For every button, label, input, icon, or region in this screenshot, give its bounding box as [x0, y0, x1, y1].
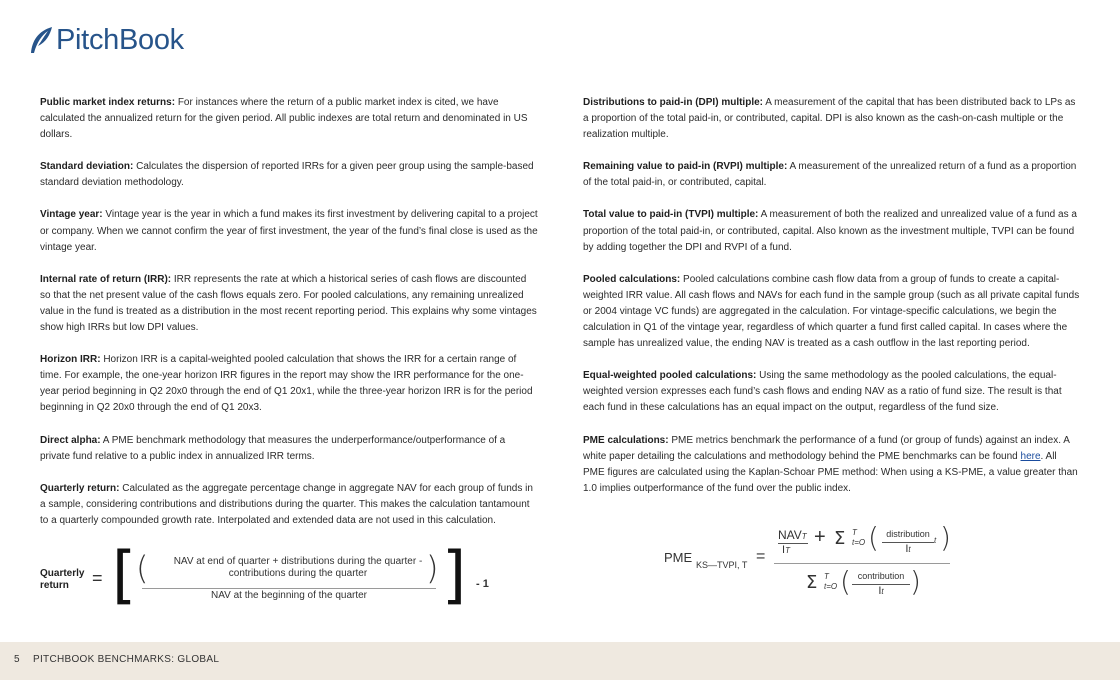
definition-irr: Internal rate of return (IRR): IRR represents the rate at which a historical series of cash flows are discounted so that the net present value of the cash flows equals zero. For pooled calculations, any remaining unrealized value in the fund is treated as a distribution in the most recent reporting period. This explains why some vintages show high IRRs but low DPI values.: [40, 273, 537, 334]
pme-subscript: KS—TVPI, T: [696, 560, 748, 570]
pme-formula: [664, 521, 964, 606]
right-paren: ): [426, 549, 439, 587]
logo-wordmark: PitchBook: [56, 23, 184, 56]
definition-horizon-irr: Horizon IRR: Horizon IRR is a capital-weighted pooled calculation that shows the IRR for a certain range of time. For example, the one-year horizon IRR figures in the report may show the IRR performance for the one-year period beginning in Q2 20x0 through the end of Q1 20x1, while the three-year horizon IRR is for the period beginning in Q2 20x0 through the end of Q1 20x3.: [40, 354, 533, 414]
sum-upper-den: T: [824, 572, 829, 581]
sum-upper: T: [852, 528, 857, 537]
paren-open-den: (: [840, 565, 851, 598]
formula-denominator: NAV at the beginning of the quarter: [210, 590, 368, 601]
pme-numerator: [776, 521, 956, 560]
distribution-term: distribution: [886, 529, 930, 539]
fraction-bar: [142, 588, 436, 589]
definition-rvpi: Remaining value to paid-in (RVPI) multiple: A measurement of the unrealized return of a fund as a proportion of the total paid-in, or contributed, capital.: [583, 161, 1077, 189]
definition-tvpi: Total value to paid-in (TVPI) multiple: A measurement of both the realized and unrealized value of a fund as a proportion of the total paid-in, or contributed, capital. Also known as the investment multiple, TVPI can be found by adding together the DPI and RVPI of a fund.: [583, 209, 1077, 253]
definition-public-market-index-returns: Public market index returns: For instances where the return of a public market index is cited, we have calculated the annualized return for the given period. All public indexes are total return and denominated in US dollars.: [40, 97, 528, 141]
contribution-denominator: It: [878, 585, 884, 597]
paren-close: ): [940, 521, 951, 554]
left-paren: (: [136, 549, 149, 587]
definition-pooled-calculations: Pooled calculations: Pooled calculations combine cash flow data from a group of funds to create a capital-weighted IRR value. All cash flows and NAVs for each fund in the sample group (such as all private capital funds or 2004 vintage VC funds) are aggregated in the calculation. For vintage-specific calculations, we begin the calculation in Q1 of the vintage year, regardless of which quarter a fund first called capital. In cases where the sample has unrealized value, the ending NAV is treated as a cash outflow in the last reporting period.: [583, 273, 1080, 350]
definition-equal-weighted-pooled: Equal-weighted pooled calculations: Using the same methodology as the pooled calculations, the equal-weighted version expresses each fund’s cash flows and ending NAV as a ratio of fund size. The result is that each fund in these calculations has an equal impact on the output, regardless of the fund size.: [583, 370, 1062, 414]
definition-pme-calculations: PME calculations: PME metrics benchmark the performance of a fund (or group of funds) against an index. A white paper detailing the calculations and methodology behind the PME benchmarks can be found here. All PME figures are calculated using the Kaplan-Schoar PME method: When using a KS-PME, a value greater than 1.0 implies outperformance of the fund over the public index.: [583, 434, 1078, 494]
left-column: [40, 95, 538, 545]
minus-one: - 1: [476, 578, 489, 590]
definition-standard-deviation: Standard deviation: Calculates the dispersion of reported IRRs for a given peer group using the sample-based standard deviation methodology.: [40, 161, 534, 189]
pitchbook-logo: [28, 20, 184, 60]
quarterly-return-formula: [40, 538, 500, 611]
pme-denominator: [806, 566, 926, 604]
white-paper-link[interactable]: here: [1020, 450, 1041, 462]
i-term: IT: [782, 544, 790, 556]
feather-logo-icon: [28, 25, 54, 55]
sum-lower-den: t=O: [824, 582, 838, 591]
definition-quarterly-return: Quarterly return: Calculated as the aggregate percentage change in aggregate NAV for each group of funds in a sample, considering contributions and distributions during the quarter. This makes the calculation tantamount to a quarterly compounded growth rate. Interpolated and extended data are not used in this calculation.: [40, 482, 533, 526]
right-bracket: ]: [442, 538, 467, 611]
nav-term: NAVT: [778, 528, 807, 542]
left-bracket: [: [112, 538, 137, 611]
plus-sign: +: [814, 526, 826, 548]
pme-equals: =: [756, 548, 766, 565]
equals-sign: =: [92, 568, 103, 588]
paren-open: (: [868, 521, 879, 554]
right-column: [583, 95, 1081, 513]
paren-close-den: ): [910, 565, 921, 598]
pme-fraction-bar: [774, 563, 950, 564]
sum-symbol: Σ: [834, 528, 846, 549]
definition-dpi: Distributions to paid-in (DPI) multiple: A measurement of the capital that has been distributed back to LPs as a proportion of the total paid-in, or contributed, capital. DPI is also known as the cash-on-cash multiple or the realization multiple.: [583, 97, 1076, 141]
sum-symbol-den: Σ: [806, 572, 818, 593]
formula-label: Quarterly return: [40, 568, 85, 591]
distribution-denominator: It: [905, 543, 911, 555]
pme-label: PME: [664, 550, 693, 565]
footer-title: PITCHBOOK BENCHMARKS: GLOBAL: [33, 654, 220, 665]
sum-lower: t=O: [852, 538, 866, 547]
definition-direct-alpha: Direct alpha: A PME benchmark methodology that measures the underperformance/outperformance of a private fund relative to a public index in annualized IRR terms.: [40, 434, 506, 462]
definition-vintage-year: Vintage year: Vintage year is the year in which a fund makes its first investment by delivering capital to a project or company. When we cannot confirm the year of first investment, the year of the fund’s final close is used as the vintage year.: [40, 209, 538, 253]
page-number: 5: [14, 654, 20, 665]
page-footer: [0, 642, 1120, 680]
formula-numerator: NAV at end of quarter + distributions during the quarter - contributions during the quarter: [173, 556, 423, 579]
distribution-t: t: [934, 536, 937, 545]
contribution-term: contribution: [857, 571, 905, 581]
